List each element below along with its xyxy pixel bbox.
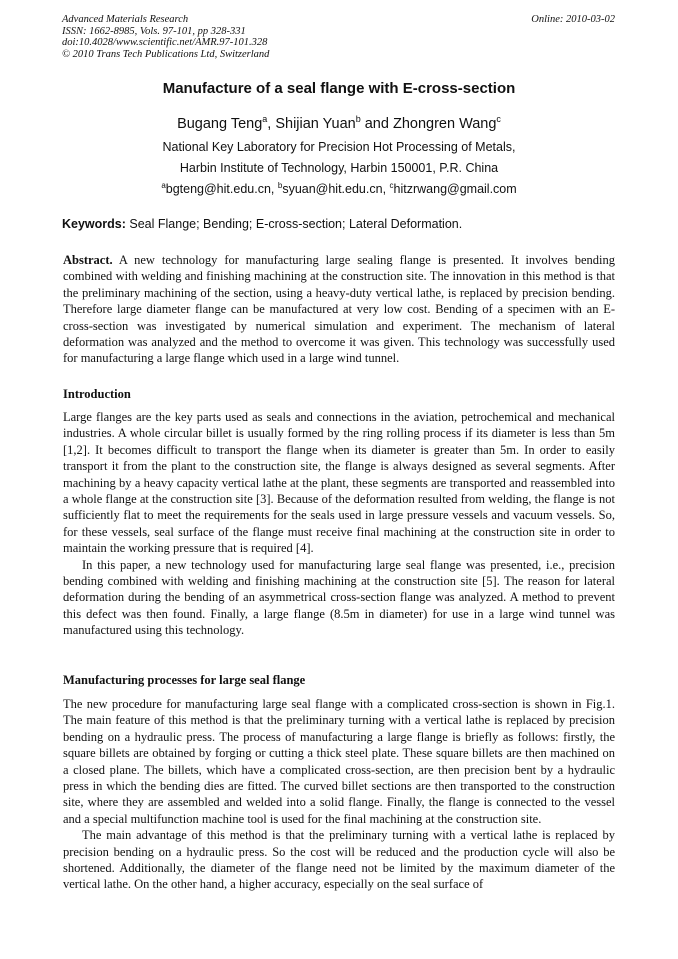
email-address[interactable]: syuan@hit.edu.cn <box>282 182 383 196</box>
author-separator: and <box>360 116 393 132</box>
email-address[interactable]: hitzrwang@gmail.com <box>393 182 517 196</box>
keywords-text: Seal Flange; Bending; E-cross-section; Lateral Deformation. <box>129 217 463 231</box>
paper-title: Manufacture of a seal flange with E-cross-section <box>162 80 516 97</box>
author-name: Shijian Yuan <box>275 116 356 132</box>
affiliation-line-2: Harbin Institute of Technology, Harbin 150001, P.R. China <box>179 161 499 175</box>
author-separator: , <box>267 116 276 132</box>
author-name: Bugang Teng <box>177 116 263 132</box>
paragraph: In this paper, a new technology used for manufacturing large seal flange was presented, i.e., precision bending combined with welding and finishing machining at the construction site [5]. The reason for lateral deformation during the bending of an asymmetrical cross-section flange was analyzed. A method to prevent this defect was then found. Finally, a large flange (8.5m in diameter) for use in a large wind tunnel was manufactured using this technology. <box>63 557 615 638</box>
section-heading-introduction: Introduction <box>63 387 131 401</box>
abstract-label: Abstract. <box>63 253 113 267</box>
abstract <box>63 252 615 367</box>
online-date: Online: 2010-03-02 <box>531 14 615 25</box>
email-separator: , <box>270 182 278 196</box>
email-address[interactable]: bgteng@hit.edu.cn <box>165 182 271 196</box>
email-line <box>0 182 678 196</box>
email-separator: , <box>382 182 390 196</box>
email-sup: c <box>389 181 394 190</box>
keywords-label: Keywords: <box>62 217 126 231</box>
doi-line: doi:10.4028/www.scientific.net/AMR.97-101.328 <box>62 37 268 48</box>
email-sup: a <box>161 181 166 190</box>
paragraph: The new procedure for manufacturing large seal flange with a complicated cross-section is shown in Fig.1. The main feature of this method is that the preliminary turning with a vertical lathe is replaced by precision bending on a hydraulic press. The process of manufacturing a large flange is briefly as follows: firstly, the square billets are obtained by forging or cutting a thick steel plate. These square billets are then machined on a closed plane. The billets, which have a complicated cross-section, are then precision bent by a hydraulic press in which the bending dies are fitted. The curved billet sections are then transported to the construction site, where they are assembled and welded into a solid flange. Finally, the flange is connected to the vessel and a special multifunction machine tool is used for the final machining at the construction site. <box>63 697 615 826</box>
section-heading-manufacturing: Manufacturing processes for large seal flange <box>63 673 306 687</box>
author-sup: b <box>355 114 361 124</box>
author-name: Zhongren Wang <box>392 116 497 132</box>
journal-name: Advanced Materials Research <box>62 14 189 25</box>
paragraph: Large flanges are the key parts used as seals and connections in the aviation, petrochemical and mechanical industries. A whole circular billet is usually formed by the ring rolling process if its diameter is less than 5m [1,2]. It becomes difficult to transport the flange when its diameter is greater than 5m. In order to easily transport it from the plant to the construction site, the flange is always designed as several segments. After machining by a heavy capacity vertical lathe at the plant, these segments are transported and reassembled into a whole flange at the construction site [3]. Because of the deformation resulted from welding, the flange is not sufficiently flat to meet the requirements for the seals used in large pressure vessels and vacuum vessels. So, for these vessels, seal surface of the flange must receive final machining at the construction site in order to maintain the working pressure that is required [4]. <box>63 410 615 556</box>
email-sup: b <box>277 181 283 190</box>
author-sup: c <box>496 114 501 124</box>
affiliation-line-1: National Key Laboratory for Precision Hot Processing of Metals, <box>162 140 516 154</box>
abstract-text: A new technology for manufacturing large sealing flange is presented. It involves bending combined with welding and finishing machining at the construction site. The innovation in this method is that the preliminary machining of the section, using a heavy-duty vertical lathe, is replaced by precision bending. Therefore large diameter flange can be manufactured at very low cost. Bending of a specimen with an E-cross-section was investigated by numerical simulation and experiment. The mechanism of lateral deformation was analyzed and the method to overcome it was given. This technology was successfully used for manufacturing a large flange which used in a large wind tunnel. <box>63 253 616 366</box>
issn-line: ISSN: 1662-8985, Vols. 97-101, pp 328-331 <box>62 25 246 37</box>
author-sup: a <box>262 114 268 124</box>
paragraph: The main advantage of this method is that the preliminary turning with a vertical lathe is replaced by precision bending on a hydraulic press. So the cost will be reduced and the production cycle will also be shortened. Additionally, the diameter of the flange need not be limited by the maximum diameter of the vertical lathe. On the other hand, a higher accuracy, especially on the seal surface of <box>63 828 615 892</box>
manufacturing-body <box>63 696 615 893</box>
running-header-left <box>62 14 269 60</box>
keywords <box>62 217 618 231</box>
copyright-line: © 2010 Trans Tech Publications Ltd, Switzerland <box>62 48 270 60</box>
author-list <box>0 116 678 132</box>
introduction-body <box>63 409 615 639</box>
